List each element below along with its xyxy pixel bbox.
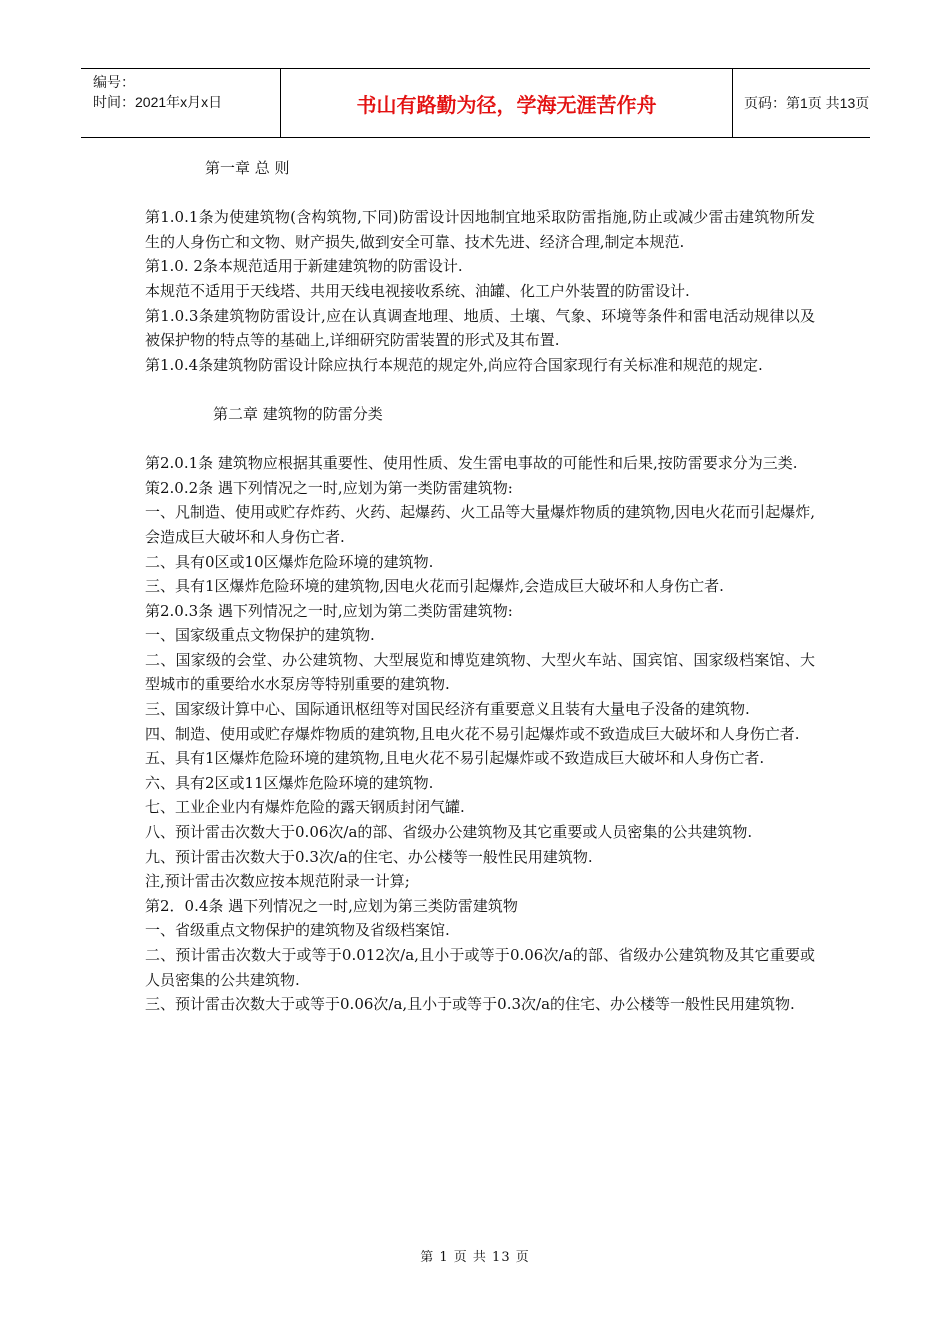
- paragraph: 八、预计雷击次数大于0.06次/a的部、省级办公建筑物及其它重要或人员密集的公共建筑物.: [145, 823, 753, 842]
- page-header: [81, 68, 870, 138]
- paragraph: 三、国家级计算中心、国际通讯枢纽等对国民经济有重要意义且装有大量电子没备的建筑物.: [145, 700, 750, 719]
- paragraph: 四、制造、使用或贮存爆炸物质的建筑物,且电火花不易引起爆炸或不致造成巨大破坏和人身伤亡者.: [145, 724, 800, 743]
- paragraph: 五、具有1区爆炸危险环境的建筑物,且电火花不易引起爆炸或不致造成巨大破坏和人身伤亡者.: [145, 749, 765, 768]
- paragraph: 九、预计雷击次数大于0.3次/a的住宅、办公楼等一般性民用建筑物.: [145, 847, 593, 866]
- chapter-title: 第二章 建筑物的防雷分类: [213, 404, 383, 423]
- paragraph: 二、预计雷击次数大于或等于0.012次/a,且小于或等于0.06次/a的部、省级办公建筑物及其它重要或人员密集的公共建筑物.: [145, 946, 815, 989]
- paragraph: 七、工业企业内有爆炸危险的露天钢质封闭气罐.: [145, 798, 465, 817]
- paragraph: 第1.0. 2条本规范适用于新建建筑物的防雷设计.: [145, 257, 463, 276]
- paragraph: 一、国家级重点文物保护的建筑物.: [145, 626, 375, 645]
- paragraph: 二、具有0区或10区爆炸危险环境的建筑物.: [145, 552, 434, 571]
- document-body: [145, 156, 815, 1017]
- paragraph: 一、省级重点文物保护的建筑物及省级档案馆.: [145, 921, 450, 940]
- paragraph: 一、凡制造、使用或贮存炸药、火药、起爆药、火工品等大量爆炸物质的建筑物,因电火花而引起爆炸,会造成巨大破坏和人身伤亡者.: [145, 503, 815, 546]
- header-page-info: 页码：第1页 共13页: [744, 95, 870, 111]
- paragraph: 第1.0.4条建筑物防雷设计除应执行本规范的规定外,尚应符合国家现行有关标准和规范的规定.: [145, 355, 763, 374]
- header-motto: 书山有路勤为径，学海无涯苦作舟: [281, 69, 733, 137]
- paragraph: 第2.0.3条 遇下列情况之一时,应划为第二类防雷建筑物:: [145, 601, 513, 620]
- paragraph: 三、具有1区爆炸危险环境的建筑物,因电火花而引起爆炸,会造成巨大破坏和人身伤亡者.: [145, 577, 724, 596]
- chapter-title: 第一章 总 则: [205, 159, 290, 177]
- paragraph: 第1.0.3条建筑物防雷设计,应在认真调查地理、地质、土壤、气象、环境等条件和雷电活动规律以及被保护物的特点等的基础上,详细研究防雷装置的形式及其布置.: [145, 306, 815, 350]
- page-footer: 第 1 页 共 13 页: [420, 1250, 530, 1265]
- paragraph: 三、预计雷击次数大于或等于0.06次/a,且小于或等于0.3次/a的住宅、办公楼等一般性民用建筑物.: [145, 995, 795, 1014]
- paragraph: 注,预计雷击次数应按本规范附录一计算;: [145, 872, 410, 891]
- serial-label: 编号：: [93, 74, 135, 90]
- paragraph: 六、具有2区或11区爆炸危险环境的建筑物.: [145, 773, 434, 792]
- paragraph: 二、国家级的会堂、办公建筑物、大型展览和博览建筑物、大型火车站、国宾馆、国家级档案馆、大型城市的重要给水水泵房等特别重要的建筑物.: [145, 650, 815, 694]
- paragraph: 本规范不适用于天线塔、共用天线电视接收系统、油罐、化工户外装置的防雷设计.: [145, 281, 690, 300]
- date-label: 时间：2021年x月x日: [93, 94, 223, 110]
- header-meta: [81, 69, 281, 137]
- paragraph: 第2.0.1条 建筑物应根据其重要性、使用性质、发生雷电事故的可能性和后果,按防雷要求分为三类.: [145, 454, 798, 473]
- paragraph: 策2.0.2条 遇下列情况之一时,应划为第一类防雷建筑物:: [145, 478, 513, 497]
- paragraph: 第2．0.4条 遇下列情况之一时,应划为第三类防雷建筑物: [145, 896, 518, 915]
- paragraph: 第1.0.1条为使建筑物(含构筑物,下同)防雷设计因地制宜地采取防雷指施,防止或减少雷击建筑物所发生的人身伤亡和文物、财产损失,做到安全可靠、技术先进、经济合理,制定本规范.: [145, 208, 815, 251]
